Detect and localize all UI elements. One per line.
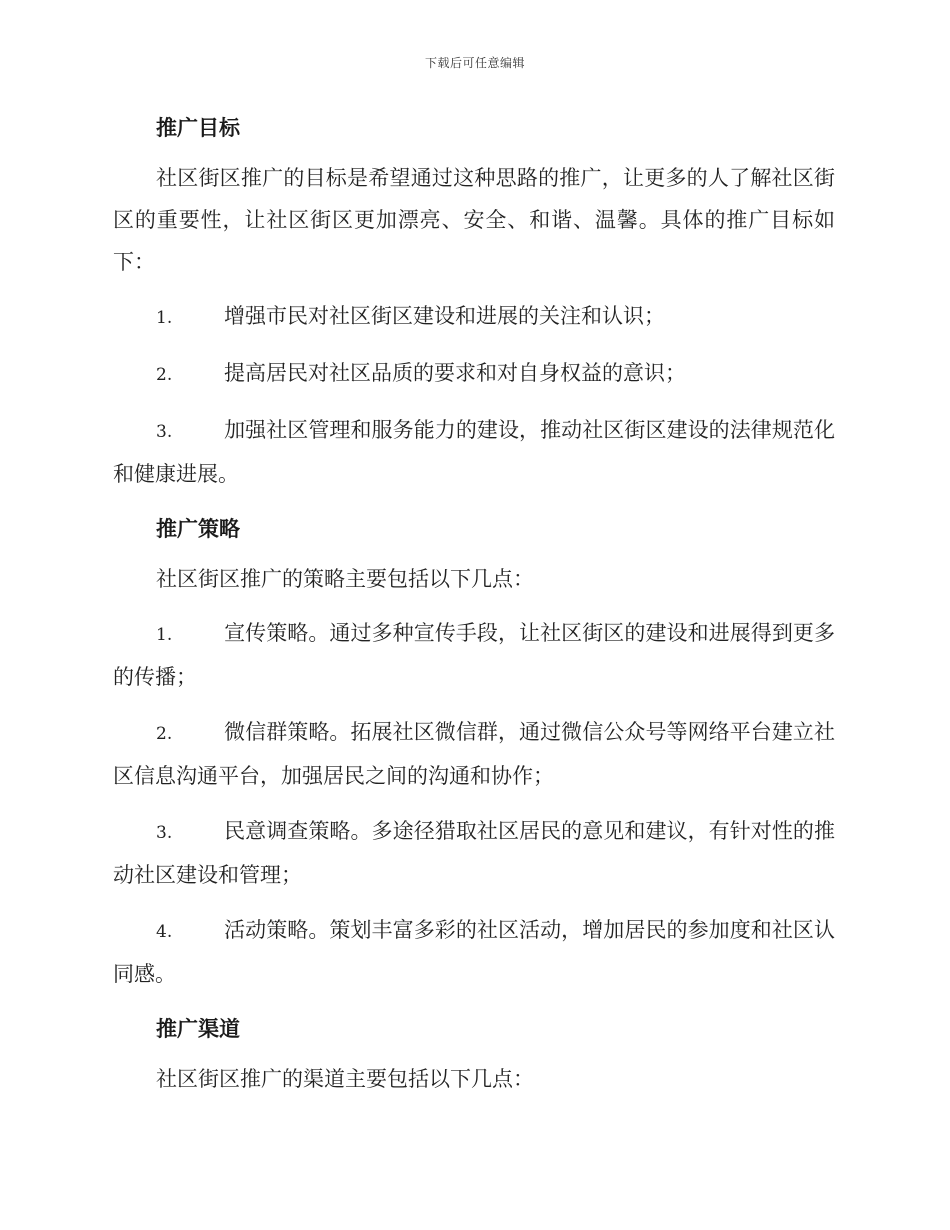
document-body	[113, 107, 835, 1112]
section-intro-channels: 社区街区推广的渠道主要包括以下几点：	[156, 1067, 534, 1091]
list-number: 1.	[156, 308, 173, 328]
list-item	[113, 909, 835, 995]
section-heading-goals: 推广目标	[156, 115, 240, 140]
section-intro-goals: 社区街区推广的目标是希望通过这种思路的推广，让更多的人了解社区街区的重要性，让社区街区更加漂亮、安全、和谐、温馨。具体的推广目标如下：	[113, 166, 835, 274]
header-note: 下载后可任意编辑	[424, 56, 525, 70]
list-text: 加强社区管理和服务能力的建设，推动社区街区建设的法律规范化和健康进展。	[113, 418, 835, 486]
list-text: 提高居民对社区品质的要求和对自身权益的意识；	[224, 361, 686, 385]
list-item	[113, 810, 835, 896]
list-number: 4.	[156, 922, 173, 942]
list-item	[113, 612, 835, 698]
list-text: 民意调查策略。多途径猎取社区居民的意见和建议，有针对性的推动社区建设和管理；	[113, 819, 835, 887]
list-number: 2.	[156, 724, 173, 744]
list-item	[113, 711, 835, 797]
section-heading-strategy: 推广策略	[156, 516, 240, 541]
list-text: 宣传策略。通过多种宣传手段，让社区街区的建设和进展得到更多的传播；	[113, 621, 835, 689]
list-item	[113, 295, 835, 339]
list-text: 微信群策略。拓展社区微信群，通过微信公众号等网络平台建立社区信息沟通平台，加强居民之间的沟通和协作；	[113, 720, 835, 788]
list-item	[113, 352, 835, 396]
list-number: 1.	[156, 625, 173, 645]
list-text: 活动策略。策划丰富多彩的社区活动，增加居民的参加度和社区认同感。	[113, 918, 835, 986]
section-heading-channels: 推广渠道	[156, 1016, 240, 1041]
list-text: 增强市民对社区街区建设和进展的关注和认识；	[224, 304, 665, 328]
list-item	[113, 409, 835, 495]
list-number: 3.	[156, 823, 173, 843]
list-number: 3.	[156, 422, 173, 442]
list-number: 2.	[156, 365, 173, 385]
section-intro-strategy: 社区街区推广的策略主要包括以下几点：	[156, 567, 534, 591]
